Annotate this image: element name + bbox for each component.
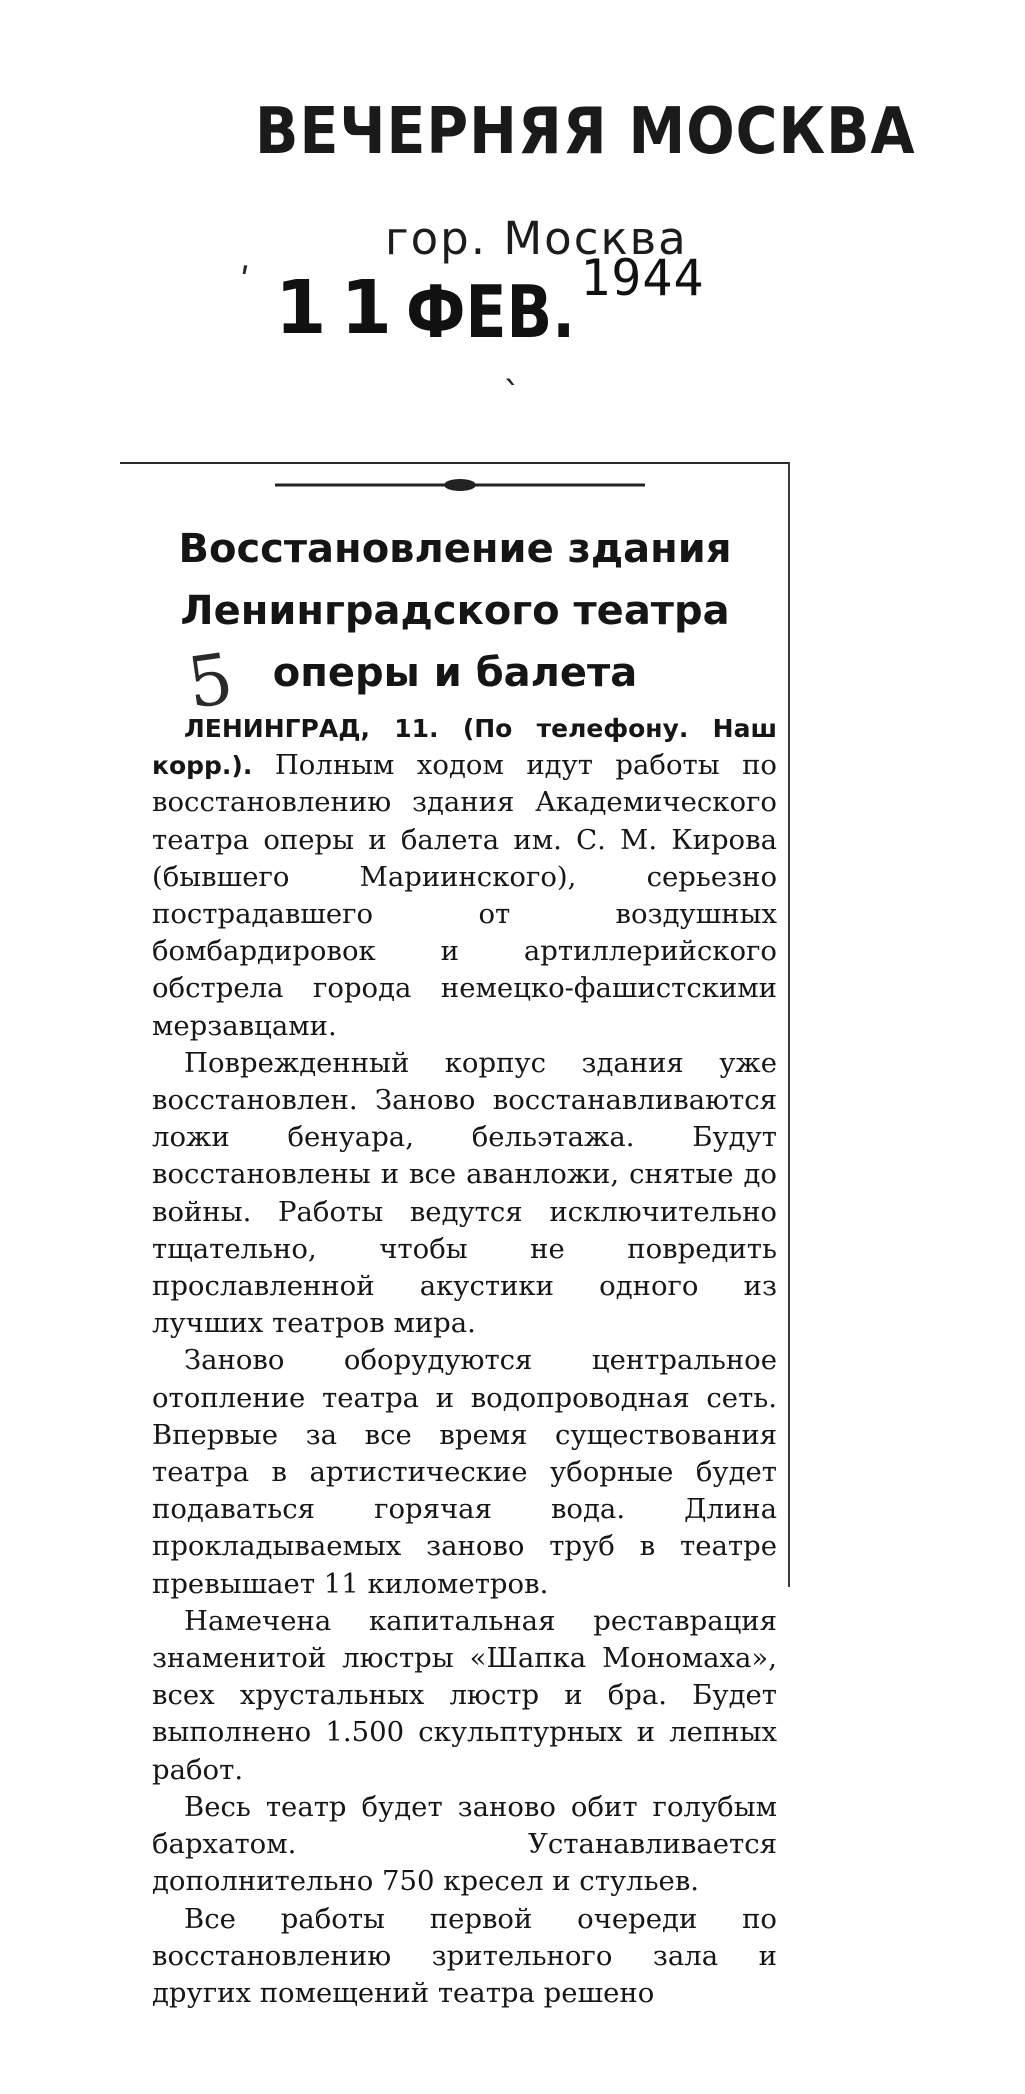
article-body [152, 710, 777, 2012]
date-stamp [275, 249, 705, 355]
date-day: 11 [275, 265, 406, 351]
clipping-right-border [788, 462, 790, 1587]
article-paragraph [152, 710, 777, 1045]
headline-line: Ленинградского театра [180, 588, 730, 634]
article-paragraph: Поврежденный корпус здания уже восстановлен. Заново восстанавливаются ложи бенуара, бельэтажа. Будут восстановлены и все аванложи, снятые до войны. Работы ведутся исключительно тщательно, чтобы не повредить прославленной акустики одного из лучших театров мира. [152, 1046, 777, 1340]
headline-line: Восстановление здания [178, 526, 732, 572]
date-month: ФЕВ. [405, 271, 575, 355]
handwritten-mark: 5 [182, 637, 239, 725]
article-paragraph: Намечена капитальная реставрация знаменитой люстры «Шапка Мономаха», всех хрустальных люстр и бра. Будет выполнено 1.500 скульптурных и лепных работ. [152, 1604, 777, 1786]
date-year: 1944 [580, 249, 705, 307]
paragraph-text: Полным ходом идут работы по восстановлению здания Академического театра оперы и балета им. С. М. Кирова (бывшего Мариинского), серьезно пострадавшего от воздушных бомбардировок и артиллерийского обстрела города немецко-фашистскими мерзавцами. [152, 749, 777, 1042]
article-headline [140, 518, 770, 704]
headline-ornament-rule [275, 478, 645, 492]
clipping-top-border [120, 462, 790, 464]
article-dateline: ЛЕНИНГРАД, 11. (По телефону. Наш корр.). [152, 714, 777, 781]
article-paragraph: Все работы первой очереди по восстановлению зрительного зала и других помещений театра решено [152, 1902, 777, 2009]
article-paragraph: Заново оборудуются центральное отопление театра и водопроводная сеть. Впервые за все время существования театра в артистические уборные будет подаваться горячая вода. Длина прокладываемых заново труб в театре превышает 11 километров. [152, 1344, 777, 1600]
headline-line: оперы и балета [272, 650, 638, 696]
newspaper-title-stamp: ВЕЧЕРНЯЯ МОСКВА [255, 95, 916, 169]
stamp-tick-mark: ʹ [240, 262, 251, 303]
city-stamp: гор. Москва [385, 212, 688, 265]
stamp-tick-mark: ` [503, 375, 521, 416]
article-paragraph: Весь театр будет заново обит голубым бархатом. Устанавливается дополнительно 750 кресел и стульев. [152, 1790, 777, 1898]
